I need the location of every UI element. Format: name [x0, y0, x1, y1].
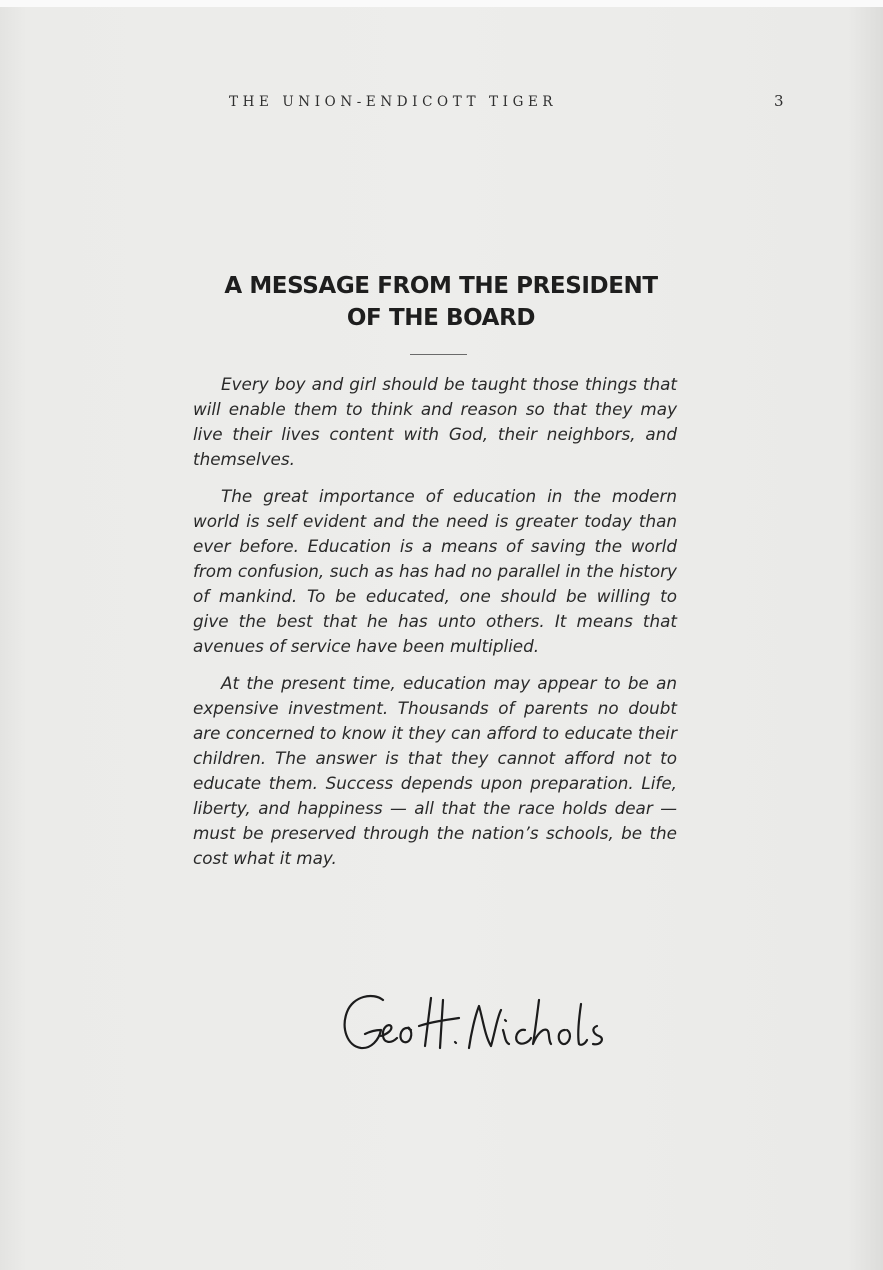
running-head: THE UNION-ENDICOTT TIGER [229, 94, 558, 110]
paragraph-2: The great importance of education in the modern world is self evident and the need is greater today than ever before. Education is a means of saving the world from confusion, such as has had no parallel in the history of mankind. To be educated, one should be willing to give the best that he has unto others. It means that avenues of service have been multiplied. [193, 486, 677, 656]
article-body [193, 372, 677, 883]
signature [335, 990, 680, 1065]
article-title [186, 270, 696, 334]
paragraph-1: Every boy and girl should be taught those things that will enable them to think and reason so that they may live their lives content with God, their neighbors, and themselves. [193, 374, 677, 469]
title-divider [410, 354, 467, 355]
page-number: 3 [774, 92, 784, 110]
paragraph-3: At the present time, education may appear to be an expensive investment. Thousands of parents no doubt are concerned to know it they can afford to educate their children. The answer is that they cannot afford not to educate them. Success depends upon preparation. Life, liberty, and happiness — all that the race holds dear — must be preserved through the nation’s schools, be the cost what it may. [193, 673, 677, 868]
article-title-line-1: A MESSAGE FROM THE PRESIDENT [224, 273, 658, 299]
article-title-line-2: OF THE BOARD [346, 305, 536, 331]
page-top-edge [0, 0, 883, 7]
